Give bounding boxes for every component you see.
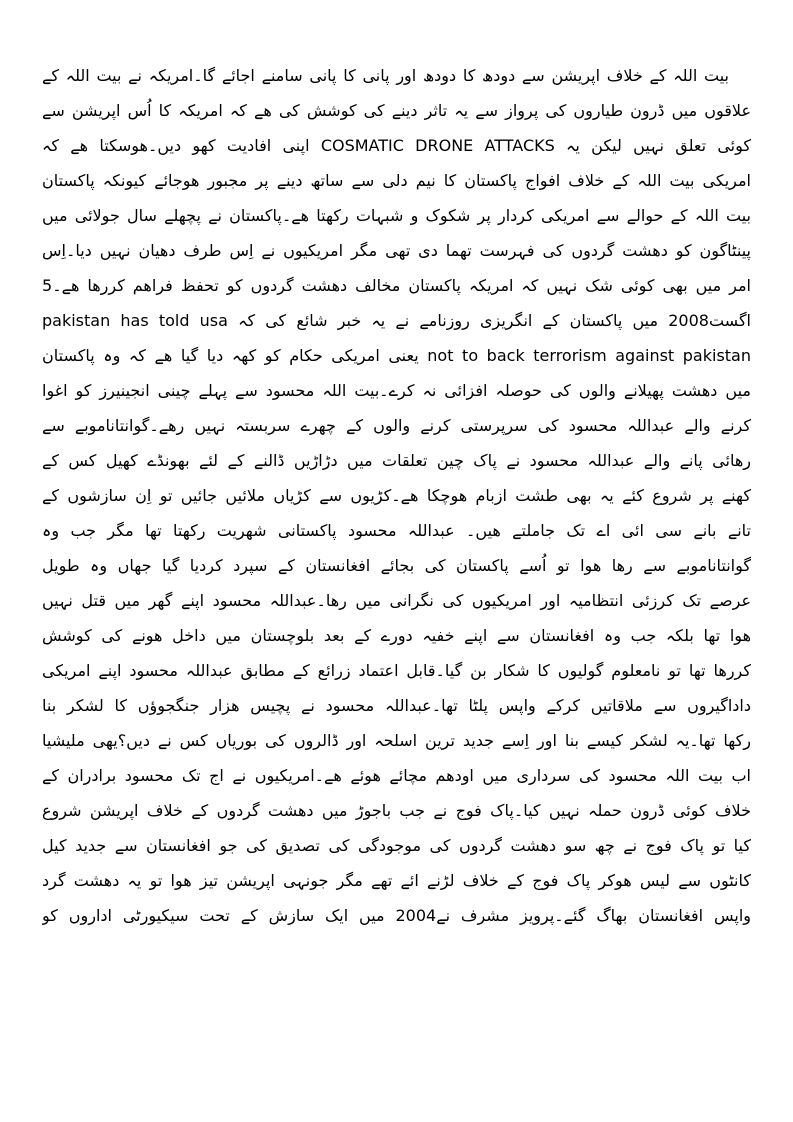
text-line-18: کررھا تھا تو نامعلوم گولیوں کا شکار بن گیا۔قابل اعتماد زرائع کے مطابق عبداللہ محسود اپنے امریکی (42, 661, 751, 680)
text-line-16: عرصے تک کرزئی انتظامیہ اور امریکیوں کی نگرانی میں رھا۔عبداللہ محسود اپنے گھر میں قتل نہیں (42, 591, 751, 610)
text-line-15: گوانتاناموبے سے رھا ھوا تو اُسے پاکستان کی بجائے افغانستان کے سپرد کردیا گیا جھاں وہ طویل (42, 556, 751, 575)
text-line-2: علاقوں میں ڈرون طیاروں کی پرواز سے یہ تاثر دینے کی کوشش کی ھے کہ امریکہ کا اُس اپریشن سے (42, 101, 751, 120)
article-body (42, 58, 751, 933)
text-line-7: امر میں بھی کوئی شک نہیں کہ امریکہ پاکستان مخالف دھشت گردوں کو تحفظ فراھم کررھا ھے۔5 (42, 276, 751, 295)
text-line-3: کوئی تعلق نہیں لیکن یہ COSMATIC DRONE ATTACKS اپنی افادیت کھو دیں۔ھوسکتا ھے کہ (42, 136, 751, 155)
text-line-17: ھوا تھا بلکہ جب وہ افغانستان سے اپنے خفیہ دورے کے بعد بلوچستان میں داخل ھونے کی کوشش (42, 626, 751, 645)
text-line-8: اگست2008 میں پاکستان کے انگریزی روزنامے نے یہ خبر شائع کی کہ pakistan has told usa (42, 311, 751, 330)
text-line-5: بیت اللہ کے حوالے سے امریکی کردار پر شکوک و شبہات رکھتا ھے۔پاکستان نے پچھلے سال جولائی میں (42, 206, 751, 225)
text-line-12: رھائی پانے والے عبداللہ محسود نے پاک چین تعلقات میں دڑاڑیں ڈالنے کے لئے بھونڈے کھیل کس کے (42, 451, 751, 470)
text-line-25: واپس افغانستان بھاگ گئے۔پرویز مشرف نے2004 میں ایک سازش کے تحت سیکیورٹی اداروں کو (42, 906, 751, 925)
text-line-22: خلاف کوئی ڈرون حملہ نہیں کیا۔پاک فوج نے جب باجوڑ میں دھشت گردوں کے خلاف اپریشن شروع (42, 801, 751, 820)
text-line-4: امریکی بیت اللہ کے خلاف افواج پاکستان کا نیم دلی سے ساتھ دینے پر مجبور ھوجائے کیونکہ پاکستان (42, 171, 751, 190)
text-line-10: میں دھشت پھیلانے والوں کی حوصلہ افزائی نہ کرے۔بیت اللہ محسود سے پہلے چینی انجینیرز کو اغوا (42, 381, 751, 400)
text-line-19: داداگیروں سے ملاقاتیں کرکے واپس پلٹا تھا۔عبداللہ محسود نے پچیس ھزار جنگجوؤں کا لشکر بنا (42, 696, 751, 715)
text-line-14: تانے بانے سی ائی اے تک جاملتے ھیں۔ عبداللہ محسود پاکستانی شھریت رکھتا تھا مگر جب وہ (42, 521, 751, 540)
text-line-6: پینٹاگون کو دھشت گردوں کی فہرست تھما دی تھی مگر امریکیوں نے اِس طرف دھیان نہیں دیا۔اِس (42, 241, 751, 260)
text-line-13: کھنے پر شروع کئے یہ بھی طشت ازبام ھوچکا ھے۔کڑیوں سے کڑیاں ملائیں جائیں تو اِن سازشوں کے (42, 486, 751, 505)
text-line-20: رکھا تھا۔یہ لشکر کیسے بنا اور اِسے جدید ترین اسلحہ اور ڈالروں کی بوریاں کس نے دیں؟یھی ملیشیا (42, 731, 751, 750)
text-line-11: کرنے والے عبداللہ محسود کی سرپرستی کرنے والوں کے چھرے سربستہ نہیں رھے۔گوانتاناموبے سے (42, 416, 751, 435)
text-line-24: کانٹوں سے لیس ھوکر پاک فوج کے خلاف لڑنے ائے تھے مگر جونہی اپریشن تیز ھوا تو یہ دھشت گرد (42, 871, 751, 890)
text-line-1: بیت اللہ کے خلاف اپریشن سے دودھ کا دودھ اور پانی کا پانی سامنے اجائے گا۔امریکہ نے بیت اللہ کے (42, 66, 729, 85)
text-line-21: اب بیت اللہ محسود کی سرداری میں اودھم مچائے ھوئے ھے۔امریکیوں نے اج تک محسود برادران کے (42, 766, 751, 785)
text-line-9: not to back terrorism against pakistan یعنی امریکی حکام کو کھہ دیا گیا ھے کہ وہ پاکستان (42, 346, 751, 365)
text-line-23: کیا تو پاک فوج نے چھ سو دھشت گردوں کی موجودگی کی تصدیق کی جو افغانستان سے جدید کیل (42, 836, 751, 855)
